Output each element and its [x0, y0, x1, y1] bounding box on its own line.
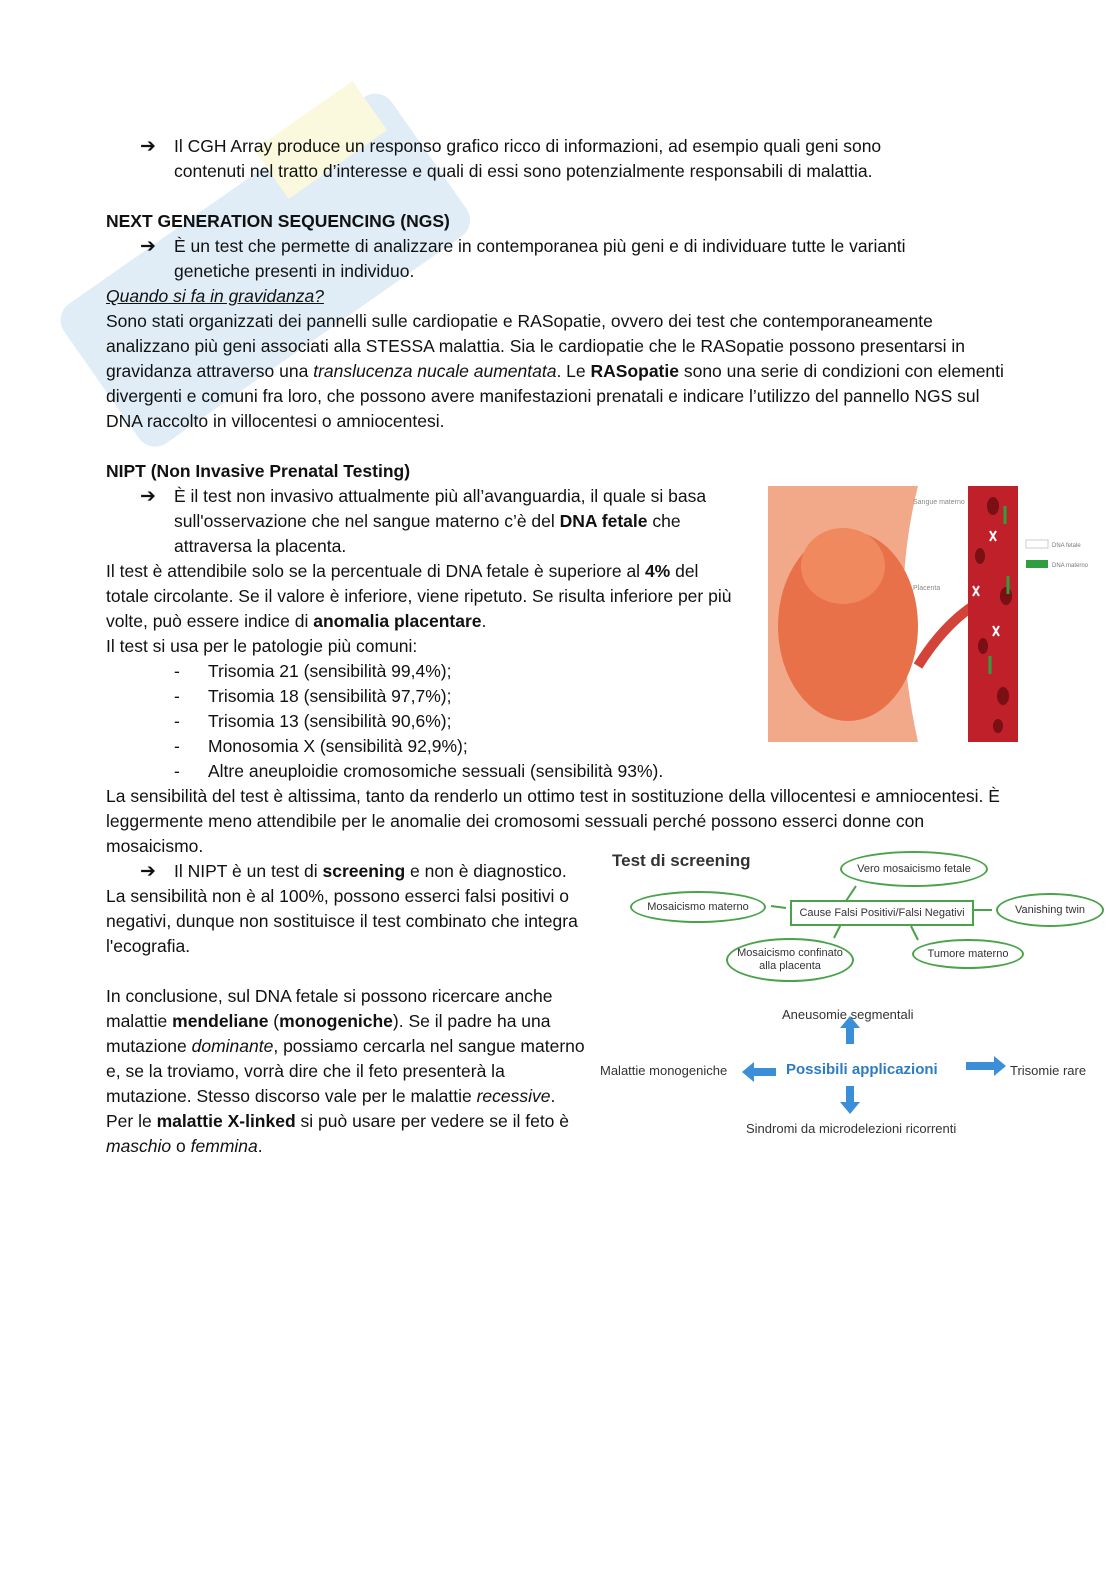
nipt-bullet-text: È il test non invasivo attualmente più all’avanguardia, il quale si basa sull'osservazione che nel sangue materno c’è del [174, 486, 707, 531]
blood-vessel [968, 486, 1018, 742]
app-monogeniche: Malattie monogeniche [600, 1063, 728, 1078]
p5-t6: si può usare per vedere se il feto è [295, 1111, 570, 1131]
nipt-heading: NIPT (Non Invasive Prenatal Testing) [106, 461, 411, 481]
legend-maternal: DNA materno [1052, 563, 1089, 569]
pathology-text: Trisomia 21 (sensibilità 99,4%); [208, 661, 452, 681]
nipt-list-block [106, 659, 806, 784]
possibili-applicazioni: Possibili applicazioni [786, 1061, 938, 1078]
arrow-icon: ➔ [140, 136, 156, 157]
p5-b2: monogeniche [279, 1011, 393, 1031]
pathology-list-item [106, 659, 806, 684]
nipt-bullet [106, 484, 754, 559]
p5-t1: In conclusione, sul DNA fetale si possono ricercare anche malattie [106, 986, 553, 1031]
nipt-bullet-bold: DNA fetale [559, 511, 648, 531]
ngs-p1-italic: translucenza nucale aumentata [313, 361, 557, 381]
ngs-heading: NEXT GENERATION SEQUENCING (NGS) [106, 211, 450, 231]
nipt-p1 [106, 559, 746, 634]
ngs-p1-text: Sono stati organizzati dei pannelli sulle cardiopatie e RASopatie, ovvero dei test che contemporaneamente analizzano più geni associati alla STESSA malattia. Sia le cardiopatie che le RASopatie possono presentarsi in gravidanza attraverso una [106, 311, 965, 381]
nipt-section-top [106, 459, 756, 659]
screening-diagram [596, 846, 1100, 1146]
pathology-text: Monosomia X (sensibilità 92,9%); [208, 736, 468, 756]
label-placenta: Placenta [913, 585, 941, 592]
p5-i1: dominante [191, 1036, 274, 1056]
ngs-p1-text-b: . Le [556, 361, 591, 381]
p5-b1: mendeliane [172, 1011, 269, 1031]
nipt-p1-bold2: anomalia placentare [313, 611, 482, 631]
nipt-p4: La sensibilità non è al 100%, possono esserci falsi positivi o negativi, dunque non sostituisce il test combinato che integra l'ecografia. [106, 886, 578, 956]
list-dash: - [174, 761, 180, 781]
fetus-blood-figure [768, 486, 1096, 742]
ngs-p1-text-c: sono una serie di condizioni con elementi divergenti e comuni fra loro, che possono avere manifestazioni prenatali e indicare l’utilizzo del pannello NGS sul DNA raccolto in villocentesi o amniocentesi. [106, 361, 1004, 431]
p5-i3: maschio [106, 1136, 172, 1156]
pathology-text: Altre aneuploidie cromosomiche sessuali (sensibilità 93%). [208, 761, 664, 781]
nipt-bullet2 [106, 859, 586, 884]
node-mosaicismo-placenta: Mosaicismo confinato alla placenta [726, 938, 854, 982]
arrow-icon: ➔ [140, 861, 156, 882]
ngs-section [106, 209, 1006, 434]
pathology-list-item [106, 684, 806, 709]
nipt-illustration [768, 486, 1096, 742]
p5-t7: o [171, 1136, 191, 1156]
nipt-p2: Il test si usa per le patologie più comuni: [106, 636, 418, 656]
list-dash: - [174, 711, 180, 731]
nipt-p3: La sensibilità del test è altissima, tanto da renderlo un ottimo test in sostituzione della villocentesi e amniocentesi. È leggermente meno attendibile per le anomalie dei cromosomi sessuali perché possono esserci donne con mosaicismo. [106, 786, 1000, 856]
cgh-bullet-line2: contenuti nel tratto d’interesse e quali di essi sono potenzialmente responsabili di malattia. [174, 161, 873, 181]
nipt-bullet-text-b: che attraversa la placenta. [174, 511, 681, 556]
p5-i2: recessive [476, 1086, 551, 1106]
p5-t4: , possiamo cercarla nel sangue materno e, se la troviamo, vorrà dire che il feto presenterà la mutazione. Stesso discorso vale per le malattie [106, 1036, 585, 1106]
nipt-p1-text: Il test è attendibile solo se la percentuale di DNA fetale è superiore al [106, 561, 645, 581]
cgh-bullet [106, 134, 1006, 184]
arrow-icon: ➔ [140, 236, 156, 257]
diagram-connectors [596, 846, 1100, 1146]
p5-t5: . Per le [106, 1086, 556, 1131]
pathology-text: Trisomia 13 (sensibilità 90,6%); [208, 711, 452, 731]
ngs-bullet-line1: È un test che permette di analizzare in contemporanea più geni e di individuare tutte le varianti [174, 236, 906, 256]
label-sangue-materno: Sangue materno [913, 499, 965, 506]
nipt-p5 [106, 984, 586, 1159]
arrow-down-icon [840, 1086, 860, 1114]
pathology-list [106, 659, 806, 784]
nipt-p1-bold: 4% [644, 561, 671, 581]
cgh-section [106, 134, 1006, 184]
pathology-list-item [106, 759, 806, 784]
ngs-p1-bold: RASopatie [590, 361, 679, 381]
arrow-icon: ➔ [140, 486, 156, 507]
pathology-list-item [106, 734, 806, 759]
p5-t3: ). Se il padre ha una mutazione [106, 1011, 551, 1056]
ngs-question: Quando si fa in gravidanza? [106, 286, 324, 306]
pathology-text: Trisomia 18 (sensibilità 97,7%); [208, 686, 452, 706]
app-sindromi: Sindromi da microdelezioni ricorrenti [746, 1121, 957, 1136]
node-tumore-materno: Tumore materno [912, 939, 1024, 969]
nipt-bullet2-text: Il NIPT è un test di [174, 861, 323, 881]
app-aneusomie: Aneusomie segmentali [782, 1007, 914, 1022]
app-trisomie-rare: Trisomie rare [1010, 1063, 1087, 1078]
list-dash: - [174, 736, 180, 756]
nipt-section-bottom [106, 859, 586, 1159]
ngs-bullet [106, 234, 1006, 284]
p5-t2: ( [268, 1011, 280, 1031]
pathology-list-item [106, 709, 806, 734]
arrow-right-icon [966, 1056, 1006, 1076]
nipt-p1-text-b: del totale circolante. Se il valore è inferiore, viene ripetuto. Se risulta inferiore per più volte, può essere indice di [106, 561, 732, 631]
node-cause-falsi: Cause Falsi Positivi/Falsi Negativi [790, 900, 974, 926]
p5-i4: femmina [190, 1136, 258, 1156]
legend-fetal: DNA fetale [1052, 543, 1081, 549]
nipt-p1-text-c: . [481, 611, 487, 631]
p5-t8: . [257, 1136, 263, 1156]
nipt-bullet2-text-b: e non è diagnostico. [405, 861, 567, 881]
arrow-left-icon [742, 1062, 776, 1082]
cgh-bullet-line1: Il CGH Array produce un responso grafico ricco di informazioni, ad esempio quali geni sono [174, 136, 882, 156]
fetus-head [801, 528, 885, 604]
nipt-bullet2-bold: screening [322, 861, 406, 881]
node-mosaicismo-materno: Mosaicismo materno [630, 891, 766, 923]
node-vanishing-twin: Vanishing twin [996, 893, 1104, 927]
screening-title: Test di screening [612, 851, 751, 870]
node-vero-mosaicismo: Vero mosaicismo fetale [840, 851, 988, 887]
ngs-bullet-line2: genetiche presenti in individuo. [174, 261, 415, 281]
p5-b3: malattie X-linked [156, 1111, 296, 1131]
list-dash: - [174, 686, 180, 706]
list-dash: - [174, 661, 180, 681]
ngs-paragraph [106, 309, 1006, 434]
